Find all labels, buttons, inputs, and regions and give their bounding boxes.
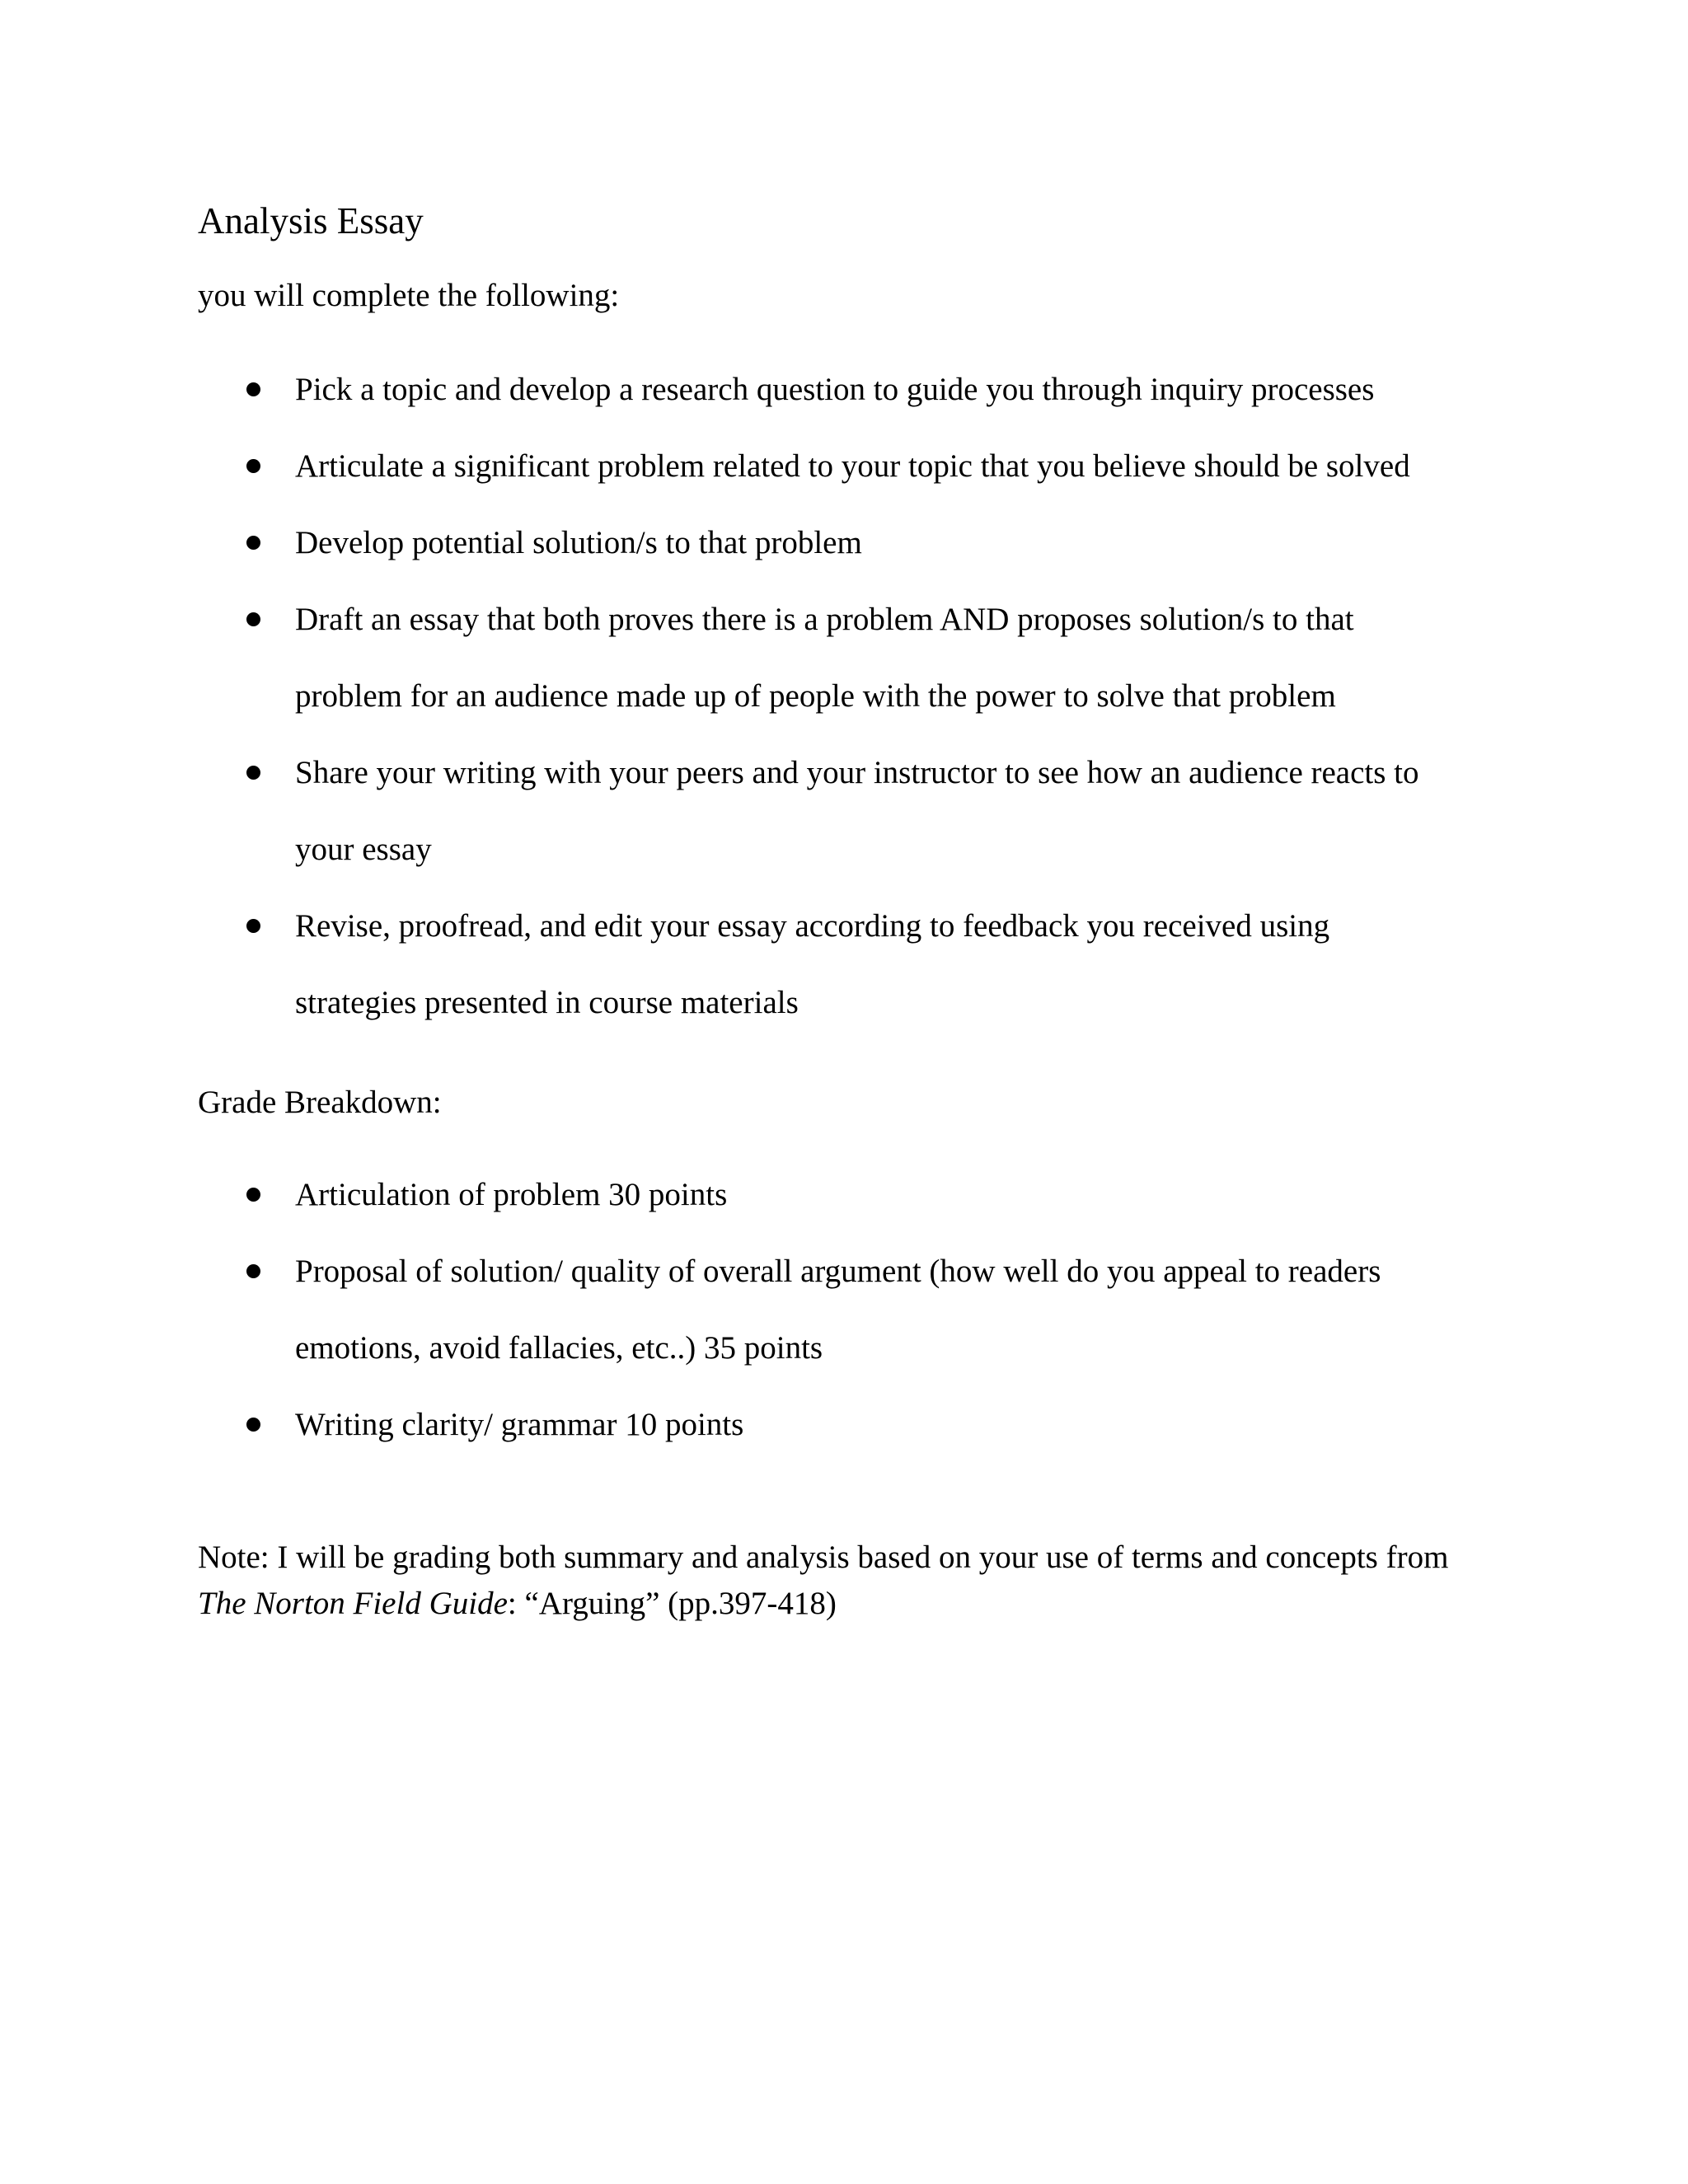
list-item: Pick a topic and develop a research question to guide you through inquiry processes <box>0 351 1688 428</box>
grading-note <box>198 1535 1448 1627</box>
intro-text: you will complete the following: <box>198 278 620 313</box>
grade-breakdown-heading: Grade Breakdown: <box>198 1085 442 1120</box>
list-item: Articulate a significant problem related to your topic that you believe should be solved <box>0 428 1688 504</box>
bullet-icon <box>246 612 260 626</box>
list-item: Revise, proofread, and edit your essay according to feedback you received using strategies presented in course materials <box>0 888 1688 1041</box>
list-item: Proposal of solution/ quality of overall argument (how well do you appeal to readers emotions, avoid fallacies, etc..) 35 points <box>0 1233 1688 1386</box>
list-item: Writing clarity/ grammar 10 points <box>0 1386 1688 1463</box>
bullet-icon <box>246 919 260 933</box>
bullet-icon <box>246 459 260 473</box>
list-item: Share your writing with your peers and your instructor to see how an audience reacts to your essay <box>0 734 1688 888</box>
bullet-icon <box>246 382 260 396</box>
note-citation: : “Arguing” (pp.397-418) <box>507 1586 837 1621</box>
bullet-icon <box>246 1418 260 1432</box>
list-item: Articulation of problem 30 points <box>0 1156 1688 1233</box>
list-item: Develop potential solution/s to that problem <box>0 504 1688 581</box>
bullet-icon <box>246 536 260 550</box>
bullet-icon <box>246 1188 260 1202</box>
task-list <box>0 351 1688 1041</box>
grade-list <box>0 1156 1688 1463</box>
note-line-1: Note: I will be grading both summary and analysis based on your use of terms and concepts from <box>198 1540 1449 1575</box>
note-line-2 <box>198 1581 1448 1627</box>
document-title: Analysis Essay <box>198 200 424 241</box>
book-title: The Norton Field Guide <box>198 1586 508 1621</box>
list-item: Draft an essay that both proves there is a problem AND proposes solution/s to that problem for an audience made up of people with the power to solve that problem <box>0 581 1688 734</box>
bullet-icon <box>246 766 260 780</box>
bullet-icon <box>246 1264 260 1278</box>
